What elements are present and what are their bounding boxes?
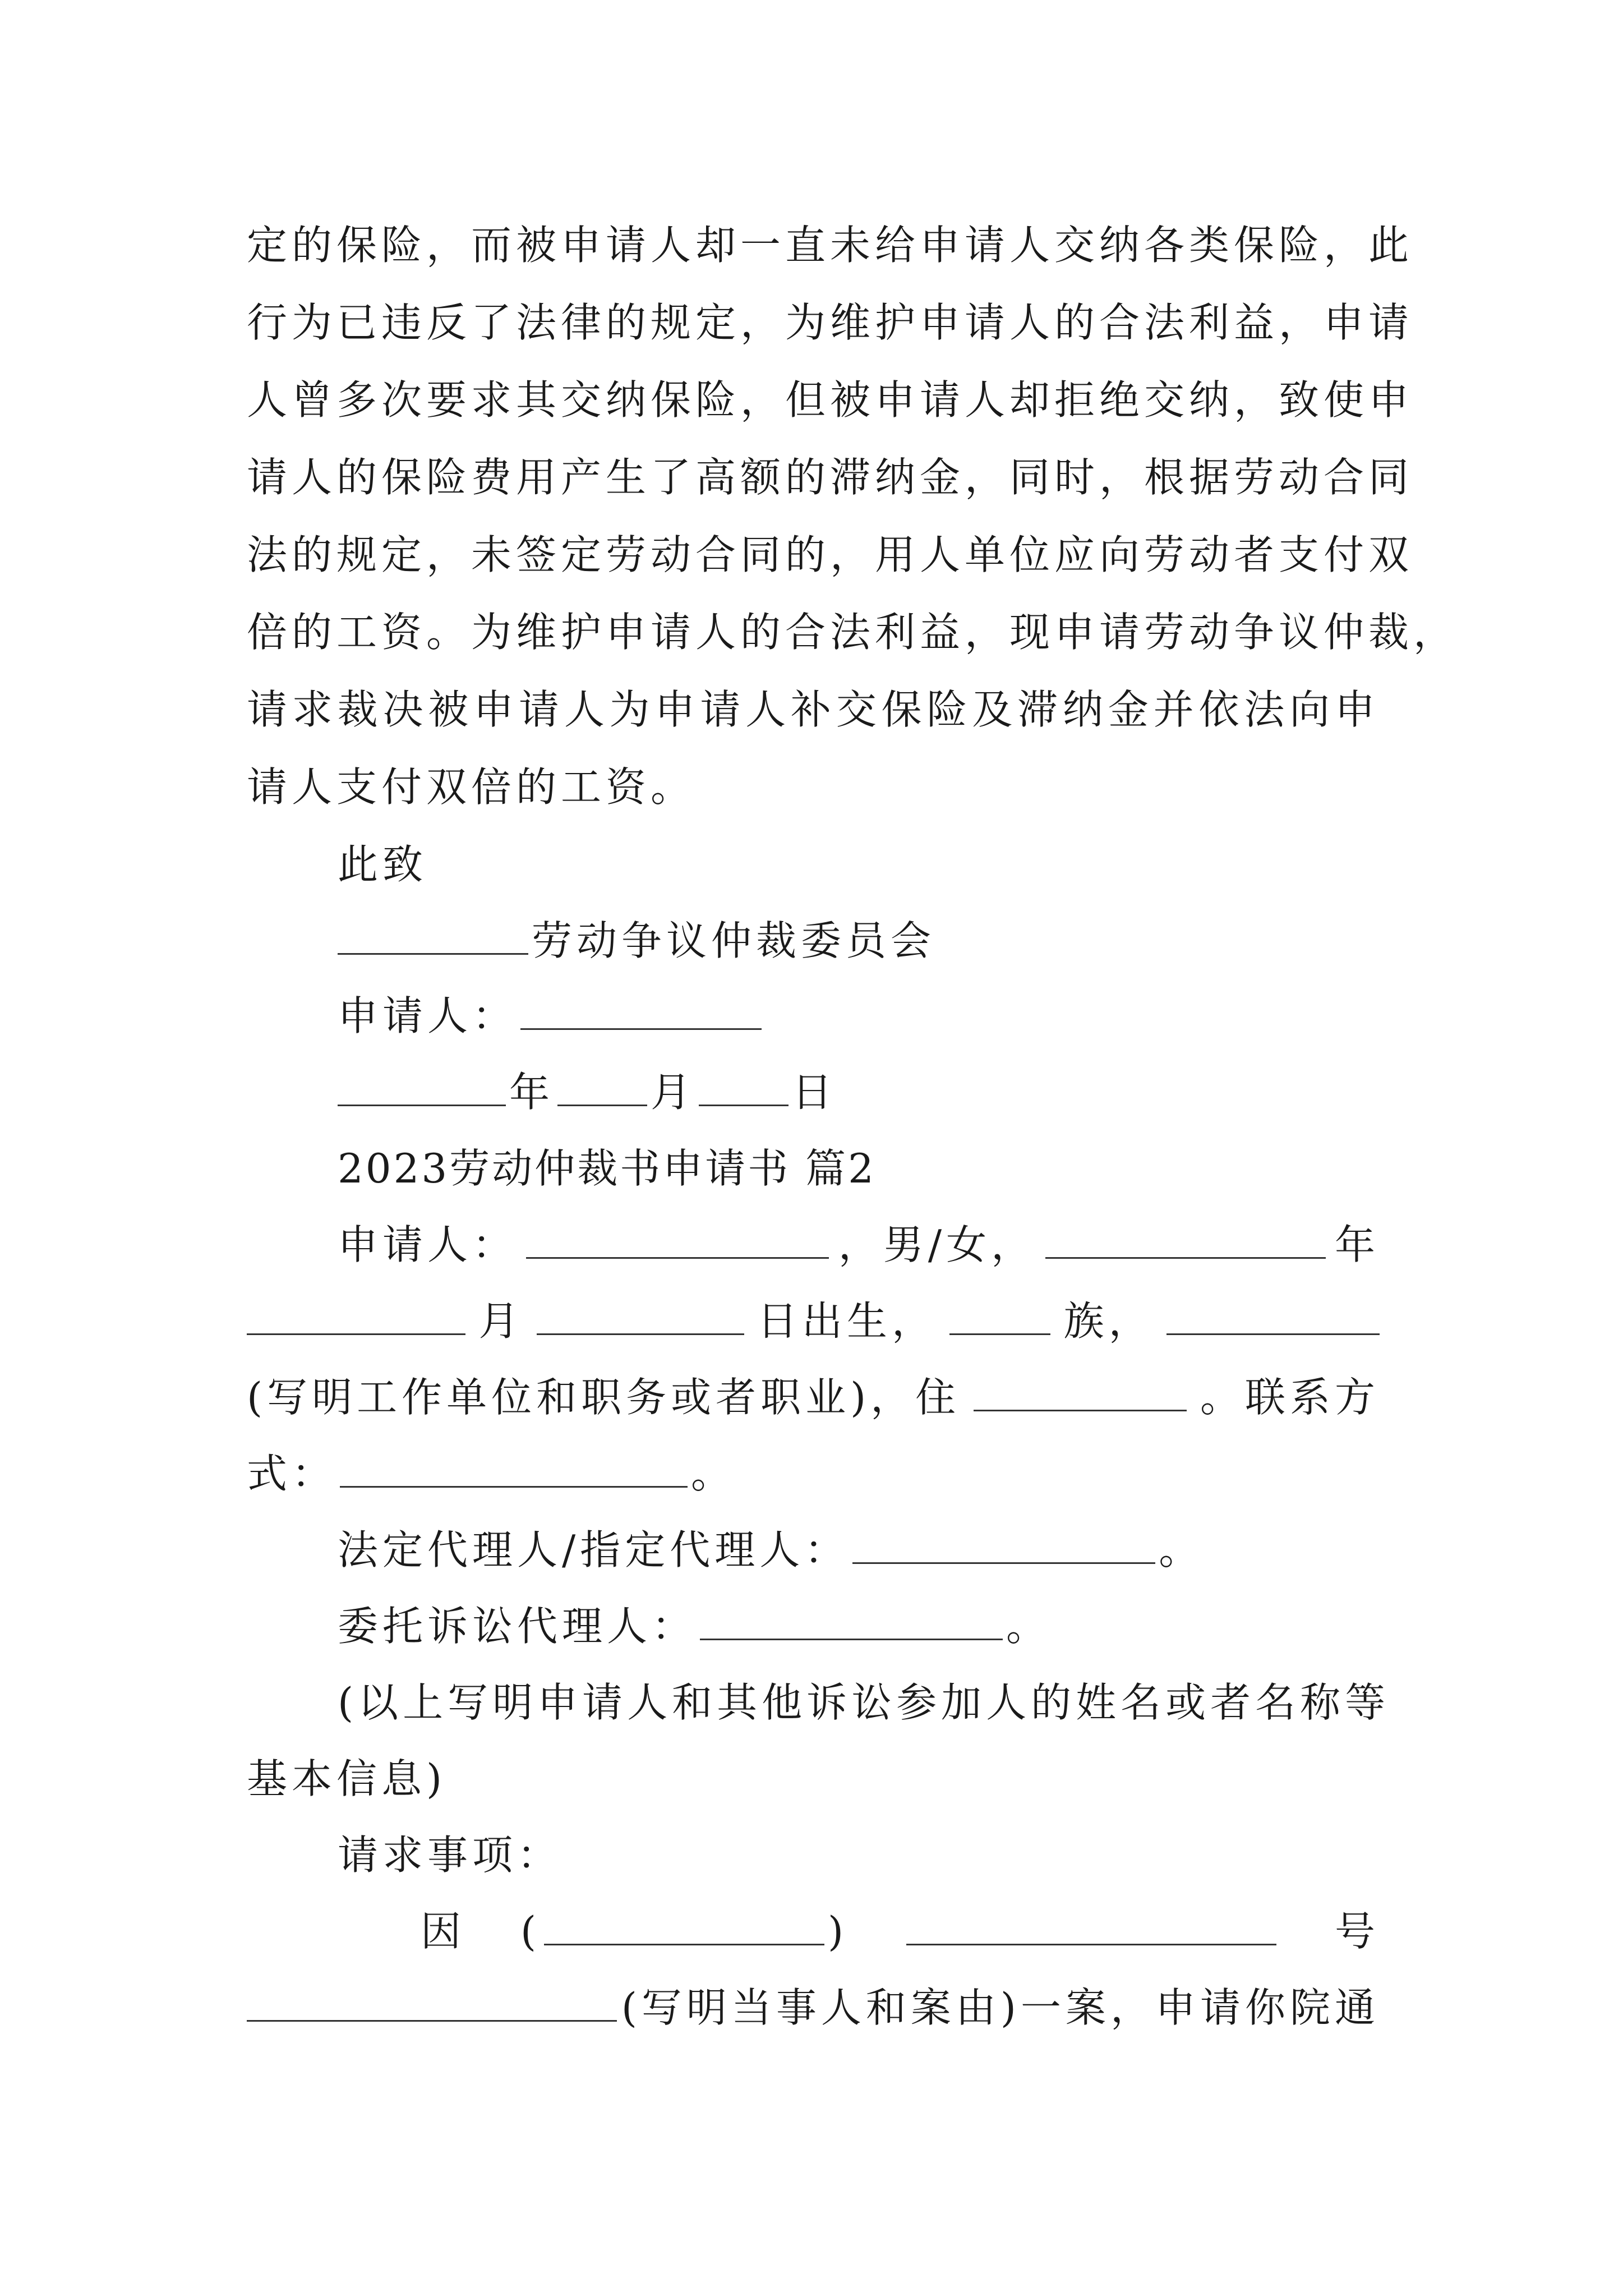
day-label: 日 bbox=[792, 1069, 837, 1116]
legal-rep-line bbox=[338, 1519, 1380, 1581]
committee-name-blank bbox=[338, 918, 528, 955]
paragraph-line: 请人支付双倍的工资。 bbox=[247, 763, 696, 811]
applicant-label: 申请人： bbox=[338, 1221, 518, 1268]
birth-year-blank bbox=[1045, 1222, 1326, 1259]
case-line-2 bbox=[247, 1977, 1380, 2039]
paragraph-line: 行为已违反了法律的规定，为维护申请人的合法利益，申请 bbox=[247, 299, 1414, 346]
year-blank bbox=[338, 1070, 506, 1106]
legal-rep-label: 法定代理人/指定代理人： bbox=[338, 1526, 850, 1573]
note-line: 基本信息) bbox=[247, 1755, 447, 1802]
case-number-blank bbox=[906, 1909, 1276, 1945]
parties-blank bbox=[247, 1985, 617, 2022]
birth-month-blank bbox=[247, 1299, 465, 1335]
year-label: 年 bbox=[509, 1069, 555, 1116]
agent-line bbox=[338, 1595, 1380, 1657]
agent-end: 。 bbox=[1006, 1603, 1052, 1650]
contact-blank bbox=[340, 1451, 688, 1488]
applicant-signature-label: 申请人： bbox=[338, 992, 518, 1039]
claims-label: 请求事项： bbox=[338, 1832, 562, 1879]
committee-line bbox=[338, 910, 1380, 972]
ethnicity-label: 族， bbox=[1063, 1297, 1154, 1345]
birth-month-label: 月 bbox=[478, 1297, 524, 1345]
birth-year-label: 年 bbox=[1334, 1221, 1380, 1268]
because-label: 因 bbox=[421, 1908, 466, 1955]
paragraph-line: 法的规定，未签定劳动合同的，用人单位应向劳动者支付双 bbox=[247, 531, 1414, 578]
paragraph-line: 请求裁决被申请人为申请人补交保险及滞纳金并依法向申 bbox=[247, 686, 1380, 733]
occupation-blank bbox=[1166, 1299, 1380, 1335]
case-line bbox=[421, 1901, 1380, 1962]
gender-label: ，男/女， bbox=[838, 1221, 1036, 1268]
birth-day-label: 日出生， bbox=[757, 1297, 937, 1345]
day-blank bbox=[699, 1070, 789, 1106]
section-title: 2023劳动仲裁书申请书 篇2 bbox=[338, 1145, 876, 1192]
contact-line bbox=[247, 1443, 1380, 1504]
month-blank bbox=[557, 1070, 647, 1106]
contact-end: 。 bbox=[691, 1450, 736, 1497]
date-line bbox=[338, 1061, 1380, 1123]
contact-prefix: 式： bbox=[247, 1450, 337, 1497]
month-label: 月 bbox=[651, 1069, 696, 1116]
legal-rep-end: 。 bbox=[1159, 1526, 1204, 1573]
applicant-name-blank bbox=[526, 1222, 829, 1259]
applicant-signature-blank bbox=[520, 993, 762, 1030]
legal-rep-blank bbox=[852, 1527, 1155, 1564]
birth-day-blank bbox=[537, 1299, 744, 1335]
agent-blank bbox=[700, 1604, 1003, 1640]
case-cause-text: (写明当事人和案由)一案，申请你院通 bbox=[621, 1984, 1380, 2031]
salutation: 此致 bbox=[338, 841, 428, 888]
applicant-info-line bbox=[338, 1214, 1380, 1276]
paragraph-line: 定的保险，而被申请人却一直未给申请人交纳各类保险，此 bbox=[247, 222, 1414, 269]
paragraph-line: 请人的保险费用产生了高额的滞纳金，同时，根据劳动合同 bbox=[247, 454, 1414, 501]
agent-label: 委托诉讼代理人： bbox=[338, 1603, 697, 1650]
open-paren: ( bbox=[520, 1908, 541, 1955]
address-blank bbox=[974, 1375, 1187, 1411]
case-paren bbox=[520, 1901, 848, 1962]
ethnicity-blank bbox=[949, 1299, 1050, 1335]
committee-label: 劳动争议仲裁委员会 bbox=[532, 917, 936, 964]
work-line bbox=[247, 1366, 1380, 1428]
note-line: (以上写明申请人和其他诉讼参加人的姓名或者名称等 bbox=[338, 1679, 1390, 1726]
case-year-blank bbox=[544, 1909, 824, 1945]
paragraph-line: 倍的工资。为维护申请人的合法利益，现申请劳动争议仲裁， bbox=[247, 609, 1459, 656]
applicant-signature-line bbox=[338, 985, 1380, 1047]
case-number-label: 号 bbox=[1334, 1908, 1380, 1955]
contact-label: 。联系方 bbox=[1200, 1374, 1380, 1421]
paragraph-line: 人曾多次要求其交纳保险，但被申请人却拒绝交纳，致使申 bbox=[247, 376, 1414, 424]
close-paren: ) bbox=[828, 1908, 849, 1955]
work-label: (写明工作单位和职务或者职业)，住 bbox=[247, 1374, 961, 1421]
birth-line bbox=[247, 1290, 1380, 1352]
